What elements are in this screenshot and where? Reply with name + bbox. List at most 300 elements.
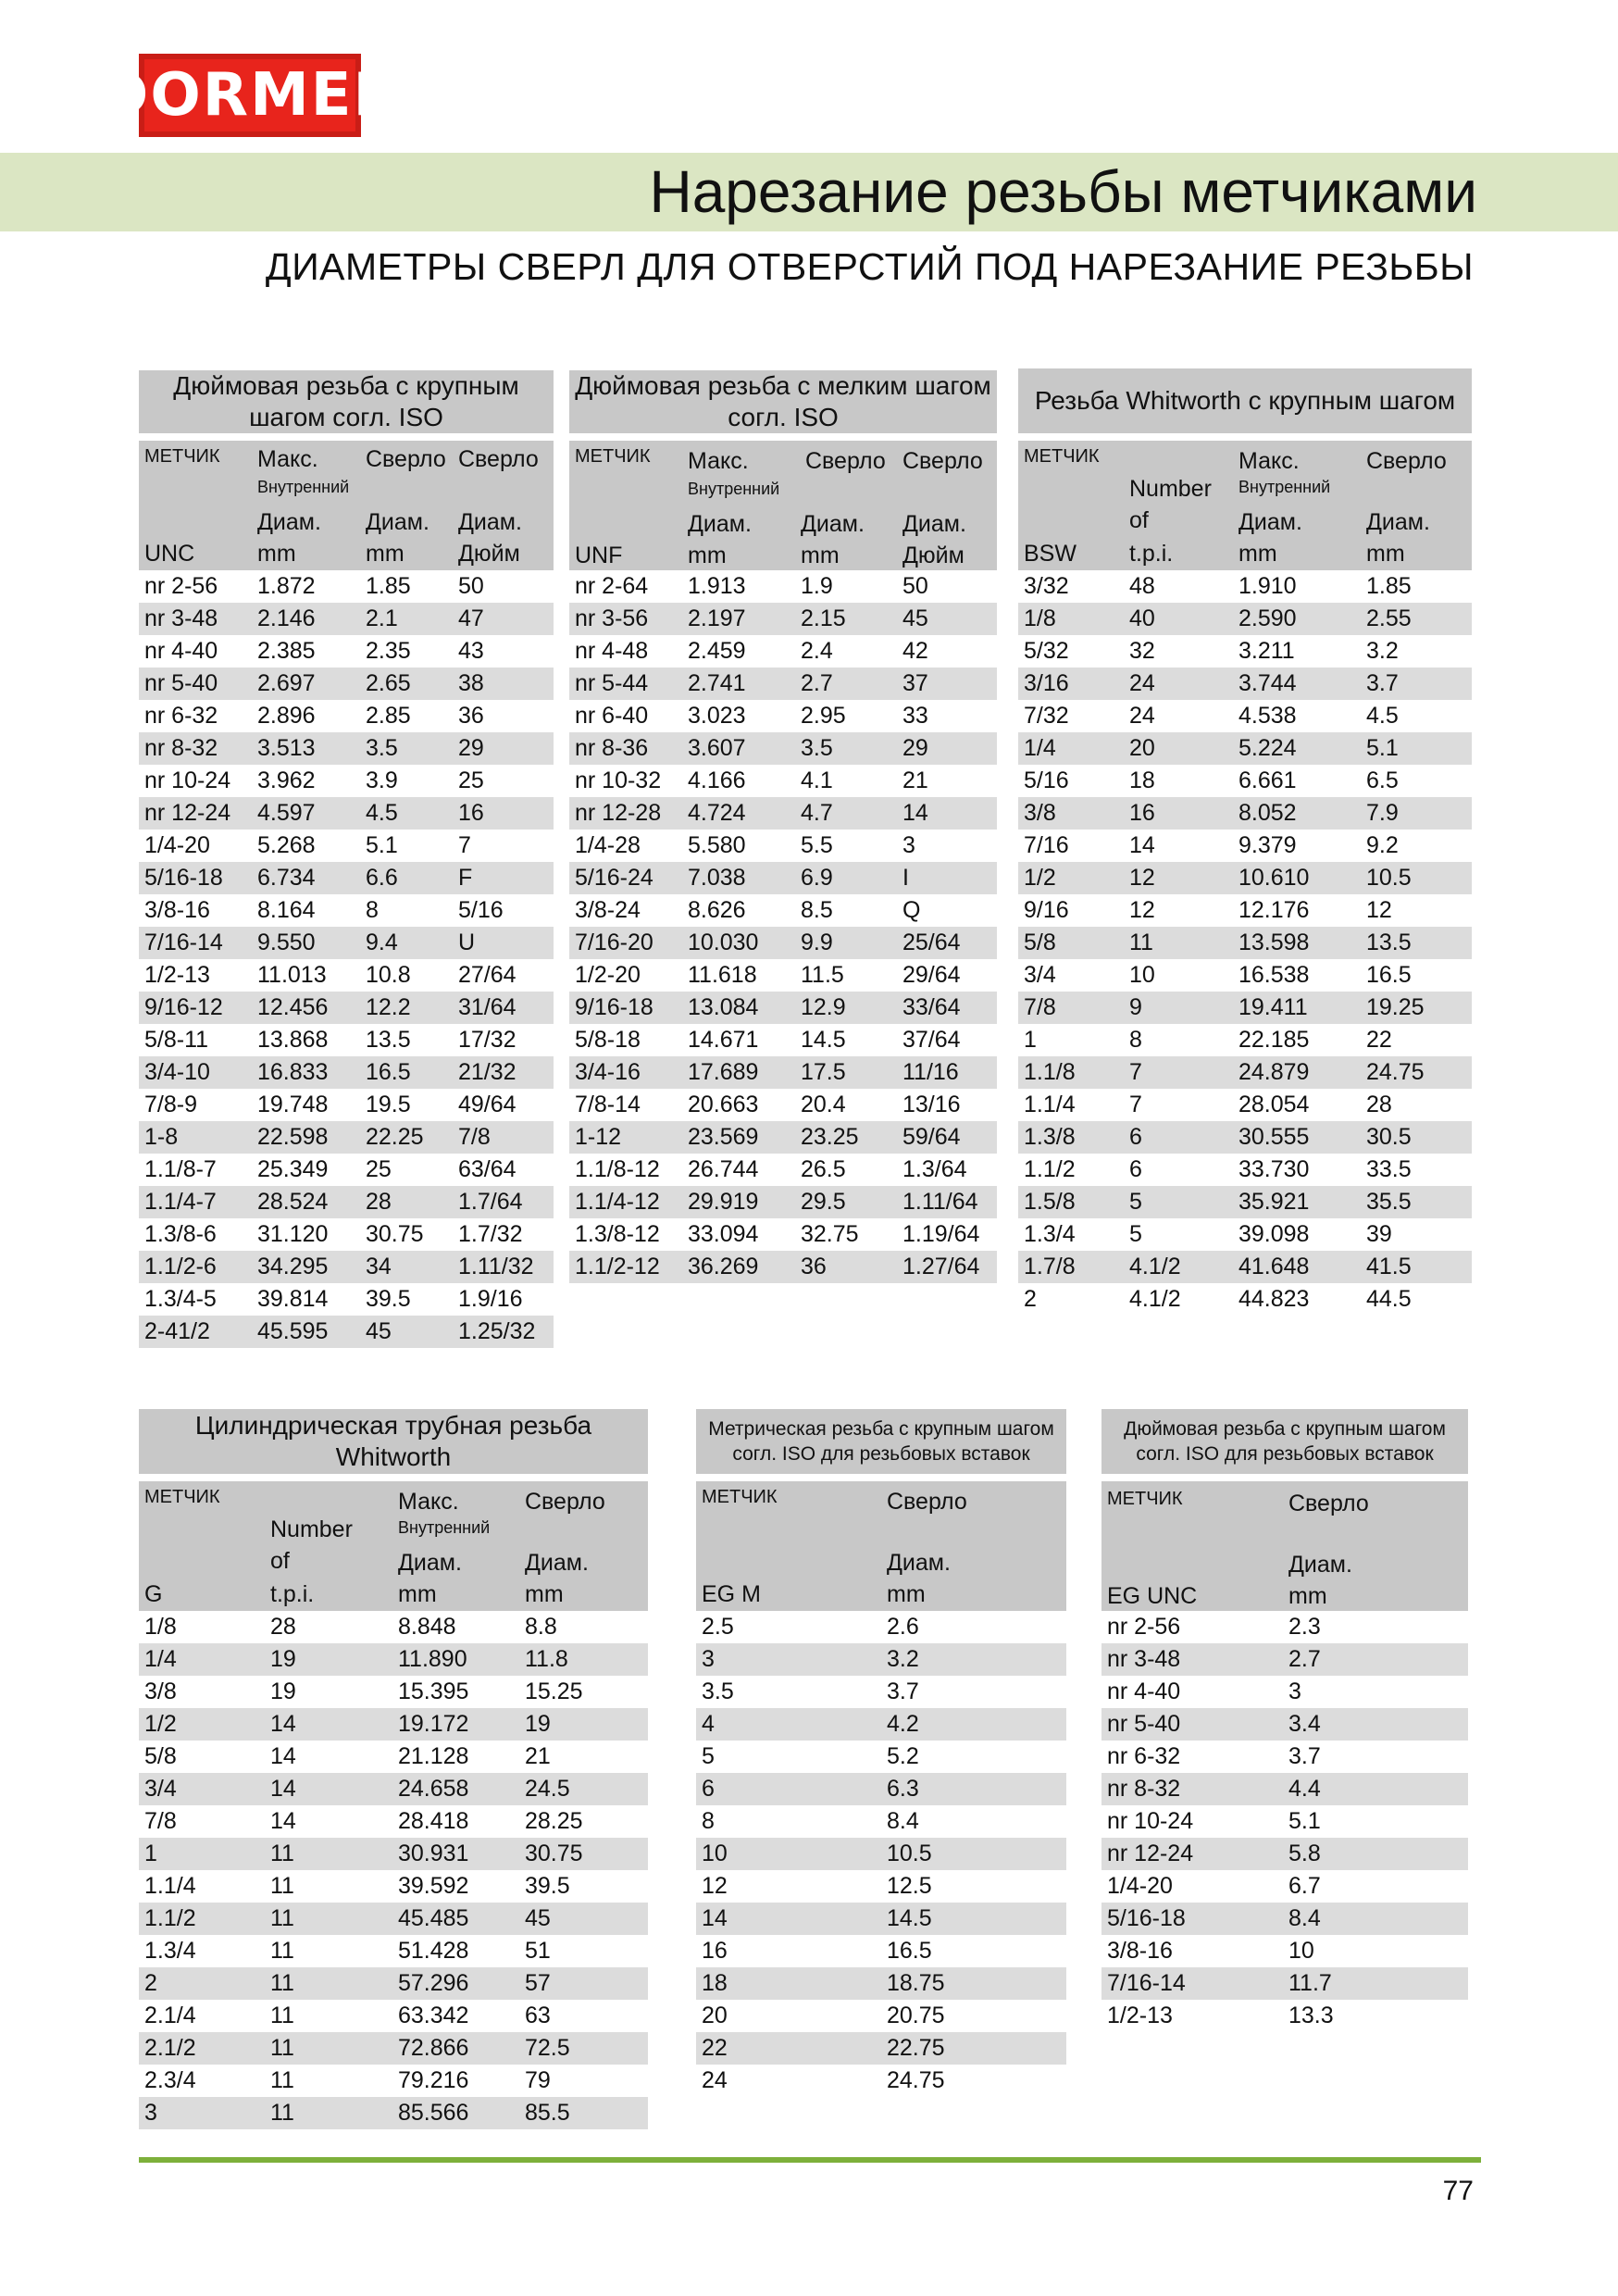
table-cell: 6.661: [1238, 767, 1297, 793]
table-cell: 30.555: [1238, 1124, 1310, 1150]
table-header: [569, 441, 997, 570]
table-row: [1101, 1935, 1468, 1967]
table-cell: 1/8: [144, 1614, 177, 1640]
col-diam-label: Диам.: [688, 511, 752, 537]
table-row: [569, 959, 997, 992]
table-cell: 5.1: [1366, 735, 1399, 761]
table-cell: 6: [702, 1776, 715, 1802]
table-row: [139, 1903, 648, 1935]
table-cell: 50: [902, 573, 928, 599]
table-cell: 11: [270, 1841, 294, 1866]
table-cell: 7: [458, 832, 471, 858]
table-cell: 16.5: [1366, 962, 1412, 988]
table-cell: 28: [1366, 1092, 1392, 1117]
table-cell: 2.6: [887, 1614, 919, 1640]
table-cell: 19.5: [366, 1092, 411, 1117]
table-row: [139, 1283, 554, 1316]
table-row: [569, 1218, 997, 1251]
table-caption: Дюймовая резьба с крупным шагом согл. ISO для резьбовых вставок: [1101, 1409, 1468, 1474]
table-cell: 63/64: [458, 1156, 517, 1182]
table-cell: 5.224: [1238, 735, 1297, 761]
table-cell: 8.4: [887, 1808, 919, 1834]
table-cell: 11: [270, 2100, 294, 2126]
col-tap-label: МЕТЧИК: [144, 446, 220, 467]
table-cell: 32.75: [801, 1221, 859, 1247]
table-row: [1101, 1838, 1468, 1870]
col-unit-label: Дюйм: [458, 541, 520, 567]
table-cell: 24: [702, 2067, 728, 2093]
table-cell: 6.9: [801, 865, 833, 891]
table-cell: 2.3/4: [144, 2067, 196, 2093]
table-row: [1018, 668, 1472, 700]
table-cell: nr 2-56: [1107, 1614, 1181, 1640]
col-diam-label: Диам.: [458, 509, 522, 535]
table-cell: 3.513: [257, 735, 316, 761]
table-cell: 5.2: [887, 1743, 919, 1769]
table-cell: 9/16-12: [144, 994, 223, 1020]
table-cell: 4.538: [1238, 703, 1297, 729]
table-cell: 24.75: [887, 2067, 945, 2093]
table-cell: 4.724: [688, 800, 746, 826]
table-cell: 2.896: [257, 703, 316, 729]
col-diam-label: Диам.: [398, 1550, 462, 1576]
table-cell: 25/64: [902, 930, 961, 955]
table-row: [569, 668, 997, 700]
table-cell: 10.5: [1366, 865, 1412, 891]
table-cell: 44.823: [1238, 1286, 1310, 1312]
table-cell: 14: [270, 1743, 296, 1769]
table-row: [1018, 1121, 1472, 1154]
table-row: [139, 732, 554, 765]
table-cell: 44.5: [1366, 1286, 1412, 1312]
table-cell: nr 6-32: [144, 703, 218, 729]
table-cell: 1.5/8: [1024, 1189, 1076, 1215]
table-cell: 16: [458, 800, 484, 826]
table-caption: Резьба Whitworth с крупным шагом: [1018, 368, 1472, 433]
table-cell: 8.164: [257, 897, 316, 923]
table-cell: 72.5: [525, 2035, 570, 2061]
table-cell: 1/8: [1024, 605, 1056, 631]
table-row: [1018, 732, 1472, 765]
table-row: [1018, 603, 1472, 635]
table-caption: Дюймовая резьба с крупным шагом согл. ISO: [139, 370, 554, 433]
table-cell: 38: [458, 670, 484, 696]
table-cell: nr 10-32: [575, 767, 662, 793]
table-cell: 45: [366, 1318, 392, 1344]
table-row: [569, 927, 997, 959]
table-cell: 1.3/8-6: [144, 1221, 217, 1247]
table-cell: 2.3: [1288, 1614, 1321, 1640]
table-row: [569, 1024, 997, 1056]
table-cell: 24.5: [525, 1776, 570, 1802]
col-tap-label: МЕТЧИК: [1107, 1489, 1183, 1509]
col-tap-label: МЕТЧИК: [702, 1487, 778, 1507]
table-cell: 5.5: [801, 832, 833, 858]
table-cell: 1.7/32: [458, 1221, 523, 1247]
table-row: [139, 1121, 554, 1154]
table-cell: 3: [702, 1646, 715, 1672]
table-row: [1018, 862, 1472, 894]
table-cell: 8: [1129, 1027, 1142, 1053]
table-row: [139, 570, 554, 603]
table-cell: 5.8: [1288, 1841, 1321, 1866]
table-row: [569, 830, 997, 862]
table-row: [1018, 1089, 1472, 1121]
table-cell: 2.741: [688, 670, 746, 696]
col-unit-label: t.p.i.: [1129, 541, 1174, 567]
table-cell: 1/2-13: [144, 962, 210, 988]
table-row: [1018, 700, 1472, 732]
table-cell: 11.8: [525, 1646, 568, 1672]
table-cell: 39.592: [398, 1873, 469, 1899]
table-cell: 3: [1288, 1678, 1301, 1704]
table-cell: 3.211: [1238, 638, 1295, 664]
table-cell: 35.921: [1238, 1189, 1310, 1215]
table-row: [139, 2032, 648, 2065]
table-cell: 1.872: [257, 573, 316, 599]
table-cell: 37: [902, 670, 928, 696]
table-cell: 3.9: [366, 767, 398, 793]
table-cell: 3.4: [1288, 1711, 1321, 1737]
table-row: [1018, 959, 1472, 992]
table-cell: 36: [458, 703, 484, 729]
table-row: [1018, 992, 1472, 1024]
table-cell: 17/32: [458, 1027, 517, 1053]
table-cell: nr 2-56: [144, 573, 218, 599]
table-cell: 12.5: [887, 1873, 932, 1899]
table-cell: 16.5: [887, 1938, 932, 1964]
table-cell: 8.4: [1288, 1905, 1321, 1931]
table-row: [139, 1773, 648, 1805]
table-cell: 1/2: [144, 1711, 177, 1737]
table-cell: 19: [270, 1646, 296, 1672]
table-cell: 2.35: [366, 638, 411, 664]
table-cell: 1.1/4: [144, 1873, 196, 1899]
table-cell: 7/8: [458, 1124, 491, 1150]
table-row: [696, 1935, 1066, 1967]
table-cell: 33.730: [1238, 1156, 1310, 1182]
table-row: [569, 765, 997, 797]
table-cell: 9.379: [1238, 832, 1297, 858]
table-cell: 36: [801, 1254, 827, 1279]
table-cell: 3.5: [702, 1678, 734, 1704]
col-unit-label: mm: [1366, 541, 1405, 567]
table-cell: 3.962: [257, 767, 316, 793]
table-cell: 23.25: [801, 1124, 859, 1150]
table-cell: 7: [1129, 1059, 1142, 1085]
table-cell: 31/64: [458, 994, 517, 1020]
table-cell: 28.054: [1238, 1092, 1310, 1117]
table-row: [139, 1024, 554, 1056]
table-cell: 11: [270, 1970, 294, 1996]
table-cell: 79: [525, 2067, 551, 2093]
col-unit-label: EG UNC: [1107, 1583, 1198, 1609]
col-unit-label: Дюйм: [902, 543, 965, 568]
table-row: [569, 894, 997, 927]
table-cell: nr 3-48: [1107, 1646, 1181, 1672]
table-cell: 6.3: [887, 1776, 919, 1802]
table-row: [139, 959, 554, 992]
table-cell: nr 3-48: [144, 605, 218, 631]
col-diam-label: Диам.: [1288, 1552, 1352, 1578]
col-drill-label: Сверло: [887, 1489, 967, 1515]
table-cell: 41.5: [1366, 1254, 1412, 1279]
col-number-label: Number: [270, 1516, 353, 1542]
table-row: [139, 894, 554, 927]
table-row: [1018, 635, 1472, 668]
table-cell: 5/16-24: [575, 865, 653, 891]
table-cell: 1.11/32: [458, 1254, 534, 1279]
col-max-label: Макс.: [688, 448, 749, 474]
table-row: [139, 992, 554, 1024]
table-cell: 31.120: [257, 1221, 329, 1247]
table-cell: 50: [458, 573, 484, 599]
table-cell: 11: [270, 1905, 294, 1931]
table-cell: 39.5: [366, 1286, 411, 1312]
table-row: [1018, 1154, 1472, 1186]
col-unit-label: EG M: [702, 1581, 761, 1607]
table-row: [569, 700, 997, 732]
table-cell: 2.65: [366, 670, 411, 696]
page-title: Нарезание резьбы метчиками: [649, 158, 1477, 225]
table-header: [696, 1481, 1066, 1611]
table-header: [139, 441, 554, 570]
table-cell: 1.3/8: [1024, 1124, 1076, 1150]
table-cell: 35.5: [1366, 1189, 1412, 1215]
table-row: [569, 992, 997, 1024]
table-row: [139, 1186, 554, 1218]
table-cell: 1/4-28: [575, 832, 641, 858]
table-cell: 29.919: [688, 1189, 759, 1215]
table-cell: 28: [366, 1189, 392, 1215]
col-diam-label: Диам.: [366, 509, 429, 535]
table-cell: 16.833: [257, 1059, 329, 1085]
table-cell: 12: [1129, 897, 1155, 923]
table-cell: 1/4: [144, 1646, 177, 1672]
table-cell: 5: [1129, 1189, 1142, 1215]
table-metric-inserts: [696, 1409, 1066, 2097]
table-cell: 17.689: [688, 1059, 759, 1085]
col-unit-label: UNC: [144, 541, 195, 567]
table-cell: 28.418: [398, 1808, 469, 1834]
table-row: [139, 2097, 648, 2129]
table-cell: 12.456: [257, 994, 329, 1020]
table-cell: 22.75: [887, 2035, 945, 2061]
table-cell: 9/16-18: [575, 994, 653, 1020]
table-cell: 1: [1024, 1027, 1037, 1053]
table-cell: nr 12-24: [144, 800, 231, 826]
table-cell: 34: [366, 1254, 392, 1279]
table-cell: 1/2-20: [575, 962, 641, 988]
col-internal-label: Внутренний: [688, 480, 780, 498]
table-cell: 20: [702, 2003, 728, 2028]
table-header: [139, 1481, 648, 1611]
table-cell: 85.566: [398, 2100, 469, 2126]
table-cell: 14: [270, 1776, 296, 1802]
table-cell: 1: [144, 1841, 157, 1866]
col-of-label: of: [270, 1548, 290, 1574]
table-row: [139, 635, 554, 668]
table-row: [1018, 765, 1472, 797]
table-row: [139, 927, 554, 959]
table-cell: 9.550: [257, 930, 316, 955]
table-cell: 3/4: [1024, 962, 1056, 988]
table-cell: F: [458, 865, 473, 891]
table-cell: 3/4-16: [575, 1059, 641, 1085]
table-cell: 5/8-18: [575, 1027, 641, 1053]
table-cell: 3.7: [1366, 670, 1399, 696]
table-cell: 39.5: [525, 1873, 570, 1899]
table-row: [696, 1708, 1066, 1741]
table-cell: 15.25: [525, 1678, 583, 1704]
table-cell: 4.5: [366, 800, 398, 826]
col-of-label: of: [1129, 507, 1149, 533]
table-cell: 23.569: [688, 1124, 759, 1150]
table-cell: 1.19/64: [902, 1221, 980, 1247]
table-row: [139, 830, 554, 862]
table-cell: nr 5-40: [1107, 1711, 1181, 1737]
table-row: [1101, 1967, 1468, 2000]
table-cell: 37/64: [902, 1027, 961, 1053]
table-cell: 21: [525, 1743, 551, 1769]
table-header: [1018, 441, 1472, 570]
table-cell: 11: [270, 2067, 294, 2093]
table-cell: 1.11/64: [902, 1189, 978, 1215]
table-cell: 57: [525, 1970, 551, 1996]
table-cell: 24.75: [1366, 1059, 1425, 1085]
table-row: [139, 1218, 554, 1251]
table-cell: 5: [1129, 1221, 1142, 1247]
col-unit-label: UNF: [575, 543, 623, 568]
table-cell: 9.4: [366, 930, 398, 955]
table-row: [569, 732, 997, 765]
table-cell: 3: [144, 2100, 157, 2126]
page-subtitle: ДИАМЕТРЫ СВЕРЛ ДЛЯ ОТВЕРСТИЙ ПОД НАРЕЗАНИЕ РЕЗЬБЫ: [265, 245, 1474, 288]
table-row: [696, 1838, 1066, 1870]
table-cell: 1.1/4-12: [575, 1189, 660, 1215]
col-max-label: Макс.: [1238, 448, 1300, 474]
table-cell: 5/16-18: [144, 865, 223, 891]
table-cell: 3.2: [887, 1646, 919, 1672]
table-cell: 14: [270, 1711, 296, 1737]
table-cell: 11.013: [257, 962, 327, 988]
table-cell: 1.27/64: [902, 1254, 980, 1279]
table-cell: 12.2: [366, 994, 411, 1020]
table-cell: 22: [1366, 1027, 1392, 1053]
table-cell: 8.8: [525, 1614, 557, 1640]
table-cell: nr 10-24: [1107, 1808, 1194, 1834]
col-unit-label: t.p.i.: [270, 1581, 315, 1607]
table-cell: 6.734: [257, 865, 316, 891]
table-pipe-whitworth: [139, 1409, 648, 2129]
table-row: [139, 1741, 648, 1773]
table-caption: Метрическая резьба с крупным шагом согл. ISO для резьбовых вставок: [696, 1409, 1066, 1474]
table-cell: 3.2: [1366, 638, 1399, 664]
table-cell: 2.459: [688, 638, 746, 664]
table-caption: Цилиндрическая трубная резьба Whitworth: [139, 1409, 648, 1474]
col-drill-label: Сверло: [366, 446, 446, 472]
table-cell: 1.3/4-5: [144, 1286, 217, 1312]
table-cell: 30.931: [398, 1841, 469, 1866]
table-cell: 10.8: [366, 962, 411, 988]
table-cell: 11.5: [801, 962, 844, 988]
table-cell: 10.5: [887, 1841, 932, 1866]
table-cell: 7/16-14: [144, 930, 223, 955]
col-unit-label: mm: [688, 543, 727, 568]
table-row: [139, 2000, 648, 2032]
table-cell: 20.75: [887, 2003, 945, 2028]
table-cell: 10: [702, 1841, 728, 1866]
table-cell: 16.5: [366, 1059, 411, 1085]
table-cell: nr 6-40: [575, 703, 649, 729]
table-cell: 42: [902, 638, 928, 664]
table-row: [569, 1056, 997, 1089]
table-cell: 25.349: [257, 1156, 329, 1182]
col-tap-label: МЕТЧИК: [1024, 446, 1100, 467]
table-cell: 33.094: [688, 1221, 759, 1247]
table-cell: 41.648: [1238, 1254, 1310, 1279]
table-cell: 20.663: [688, 1092, 759, 1117]
table-cell: 4.2: [887, 1711, 919, 1737]
table-cell: 19.172: [398, 1711, 469, 1737]
table-cell: 1.9: [801, 573, 833, 599]
table-cell: 1/2-13: [1107, 2003, 1173, 2028]
table-cell: 6: [1129, 1156, 1142, 1182]
table-cell: 6.6: [366, 865, 398, 891]
table-cell: 2.15: [801, 605, 846, 631]
table-cell: nr 5-44: [575, 670, 649, 696]
table-cell: 18.75: [887, 1970, 945, 1996]
table-cell: 45: [902, 605, 928, 631]
table-cell: 14: [902, 800, 928, 826]
table-cell: 14: [702, 1905, 728, 1931]
table-cell: 1.85: [1366, 573, 1412, 599]
table-row: [1101, 2000, 1468, 2032]
col-unit-label: BSW: [1024, 541, 1077, 567]
table-row: [696, 1967, 1066, 2000]
table-cell: 2.146: [257, 605, 316, 631]
col-unit-label: mm: [257, 541, 296, 567]
table-cell: nr 12-24: [1107, 1841, 1194, 1866]
table-row: [569, 603, 997, 635]
table-cell: 14.5: [887, 1905, 932, 1931]
table-unf-fine: [569, 370, 997, 1283]
table-cell: 5/16-18: [1107, 1905, 1186, 1931]
table-row: [139, 1611, 648, 1643]
col-diam-label: Диам.: [525, 1550, 589, 1576]
table-cell: 10: [1288, 1938, 1314, 1964]
page-number: 77: [1442, 2176, 1474, 2206]
table-cell: 18: [702, 1970, 728, 1996]
table-cell: 27/64: [458, 962, 517, 988]
table-cell: 1.1/2: [1024, 1156, 1076, 1182]
table-cell: 11.890: [398, 1646, 467, 1672]
table-cell: 3.607: [688, 735, 746, 761]
table-row: [1101, 1676, 1468, 1708]
table-cell: 9.2: [1366, 832, 1399, 858]
table-cell: 12: [702, 1873, 728, 1899]
table-cell: 45.485: [398, 1905, 469, 1931]
table-row: [1018, 1283, 1472, 1316]
table-row: [139, 1154, 554, 1186]
table-cell: 1.25/32: [458, 1318, 536, 1344]
table-cell: 6: [1129, 1124, 1142, 1150]
table-cell: 39: [1366, 1221, 1392, 1247]
table-cell: 5.1: [1288, 1808, 1321, 1834]
table-cell: 3.023: [688, 703, 746, 729]
table-cell: 14.671: [688, 1027, 759, 1053]
table-row: [139, 1805, 648, 1838]
